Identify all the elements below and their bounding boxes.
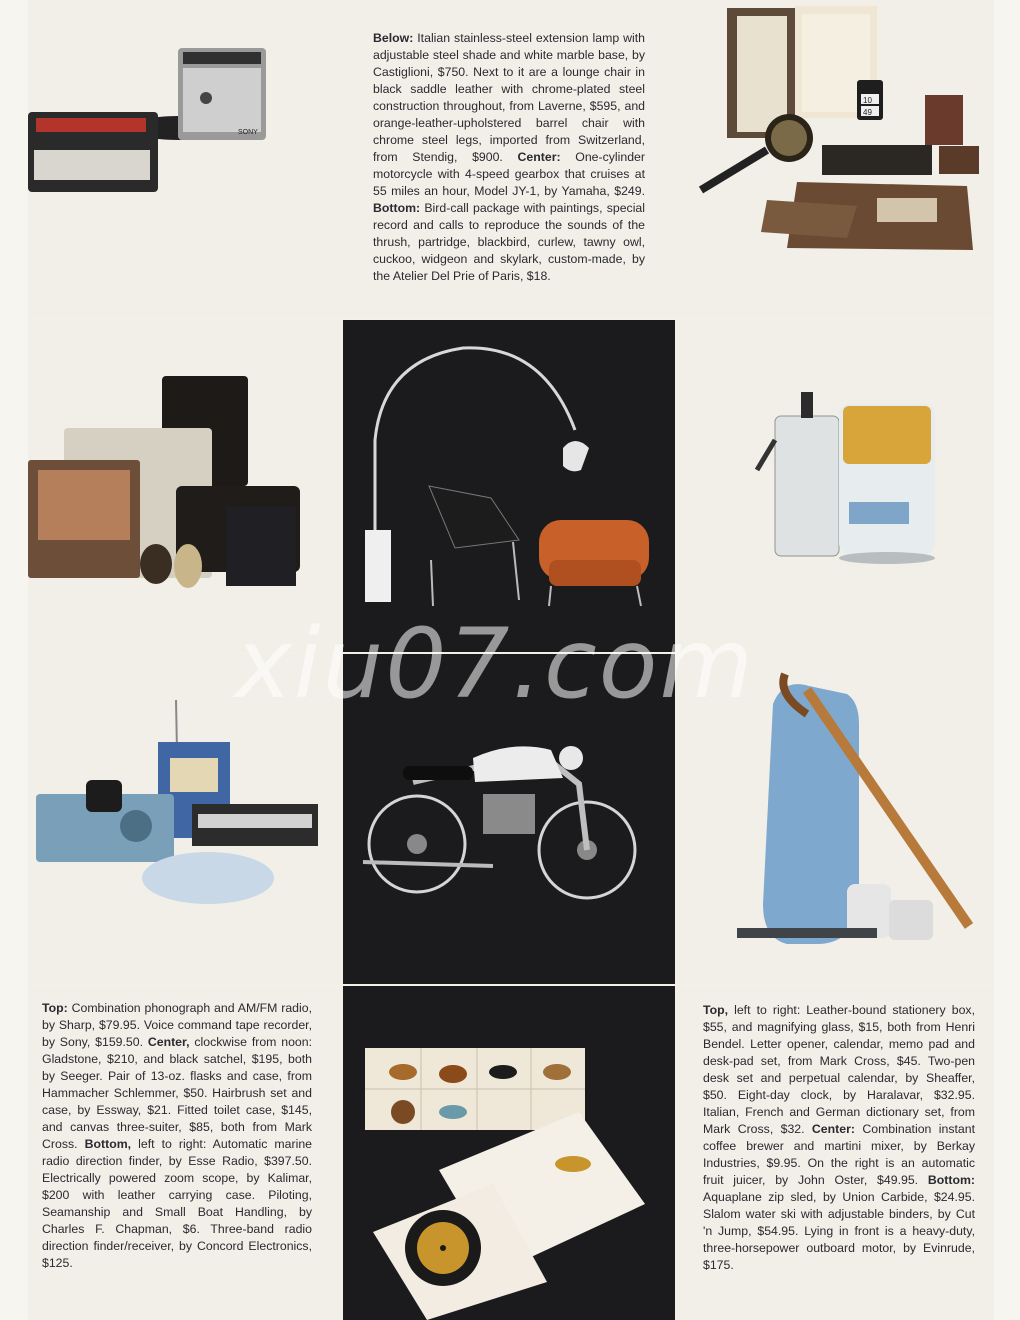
caption-label: Center:: [811, 1122, 855, 1136]
photo-watersports: [677, 654, 994, 984]
caption-body: Italian stainless-steel extension lamp with adjustable steel shade and white marble base, by Castiglioni, $750. Next to it are a lounge chair in black saddle leather with chrome-plated steel construction throughout, from Laverne, $595, and orange-leather-upholstered barrel chair with chrome steel legs, imported from Switzerland, from Stendig, $900.: [373, 31, 645, 164]
caption-label: Top:: [42, 1001, 68, 1015]
caption-label: Bottom:: [373, 201, 421, 215]
caption-label: Bottom:: [927, 1173, 975, 1187]
caption-body: One-cylinder motorcycle with 4-speed gearbox that cruises at 55 miles an hour, Model JY-1, by Yamaha, $249.: [373, 150, 645, 198]
caption-text: [42, 1000, 312, 1272]
photo-marine-electronics: [28, 654, 341, 984]
photo-bird-call-package: [343, 986, 675, 1320]
photo-desk-set: [677, 0, 994, 318]
caption-body: Combination phonograph and AM/FM radio, by Sharp, $79.95. Voice command tape recorder, by Sony, $159.50.: [42, 1001, 312, 1049]
photo-coffee-brewer-juicer: [677, 320, 994, 652]
page-left-margin: [0, 0, 28, 1320]
sony-label: SONY: [238, 129, 258, 136]
caption-bottom-right: [677, 986, 994, 1320]
caption-body: left to right: Automatic marine radio direction finder, by Esse Radio, $397.50. Electrically powered zoom scope, by Kalimar, $200 with leather carrying case. Piloting, Seamanship and Small Boat Handling, by Charles F. Chapman, $6. Three-band radio direction finder/receiver, by Concord Electronics, $125.: [42, 1137, 312, 1270]
calendar-day: 10: [863, 96, 872, 105]
caption-center-top: [341, 0, 677, 318]
caption-text: [703, 1002, 975, 1274]
caption-label: Center:: [517, 150, 561, 164]
caption-body: Aquaplane zip sled, by Union Carbide, $24.95. Slalom water ski with adjustable binders, by Cut 'n Jump, $54.95. Lying in front is a heavy-duty, three-horsepower outboard motor, by Evinrude, $175.: [703, 1190, 975, 1272]
caption-label: Bottom,: [84, 1137, 132, 1151]
caption-label: Top,: [703, 1003, 729, 1017]
caption-body: clockwise from noon: Gladstone, $210, and black satchel, $195, both by Seeger. Pair of 13-oz. flasks and case, from Hammacher Schlemmer, $50. Hairbrush set and case, by Essway, $21. Fitted toilet case, $145, and canvas three-suiter, $85, both from Mark Cross.: [42, 1035, 313, 1151]
caption-body: left to right: Leather-bound stationery box, $55, and magnifying glass, $15, both from Henri Bendel. Letter opener, calendar, memo pad and desk-pad set, from Mark Cross, $45. Two-pen desk set and perpetual calendar, by Sheaffer, $50. Eight-day clock, by Haralavar, $32.95. Italian, French and German dictionary set, from Mark Cross, $32.: [703, 1003, 975, 1136]
caption-label: Center,: [147, 1035, 190, 1049]
photo-lamp-and-chairs: [343, 320, 675, 652]
calendar-month: 49: [863, 108, 872, 117]
caption-body: Bird-call package with paintings, special record and calls to reproduce the sounds of the thrush, partridge, blackbird, curlew, tawny owl, cuckoo, widgeon and skylark, custom-made, by the Atelier Del Prie of Paris, $18.: [373, 201, 645, 283]
page-right-margin: [994, 0, 1020, 1320]
photo-motorcycle: [343, 654, 675, 984]
caption-label: Below:: [373, 31, 414, 45]
caption-bottom-left: [28, 986, 341, 1320]
caption-body: Combination instant coffee brewer and martini mixer, by Berkay Industries, $9.95. On the right is an automatic fruit juicer, by John Oster, $49.95.: [703, 1122, 975, 1187]
watermark: xiu07.com: [235, 608, 756, 720]
photo-luggage: [28, 320, 341, 652]
photo-phonograph-tape-recorder: [28, 0, 341, 318]
caption-text: [373, 30, 645, 285]
